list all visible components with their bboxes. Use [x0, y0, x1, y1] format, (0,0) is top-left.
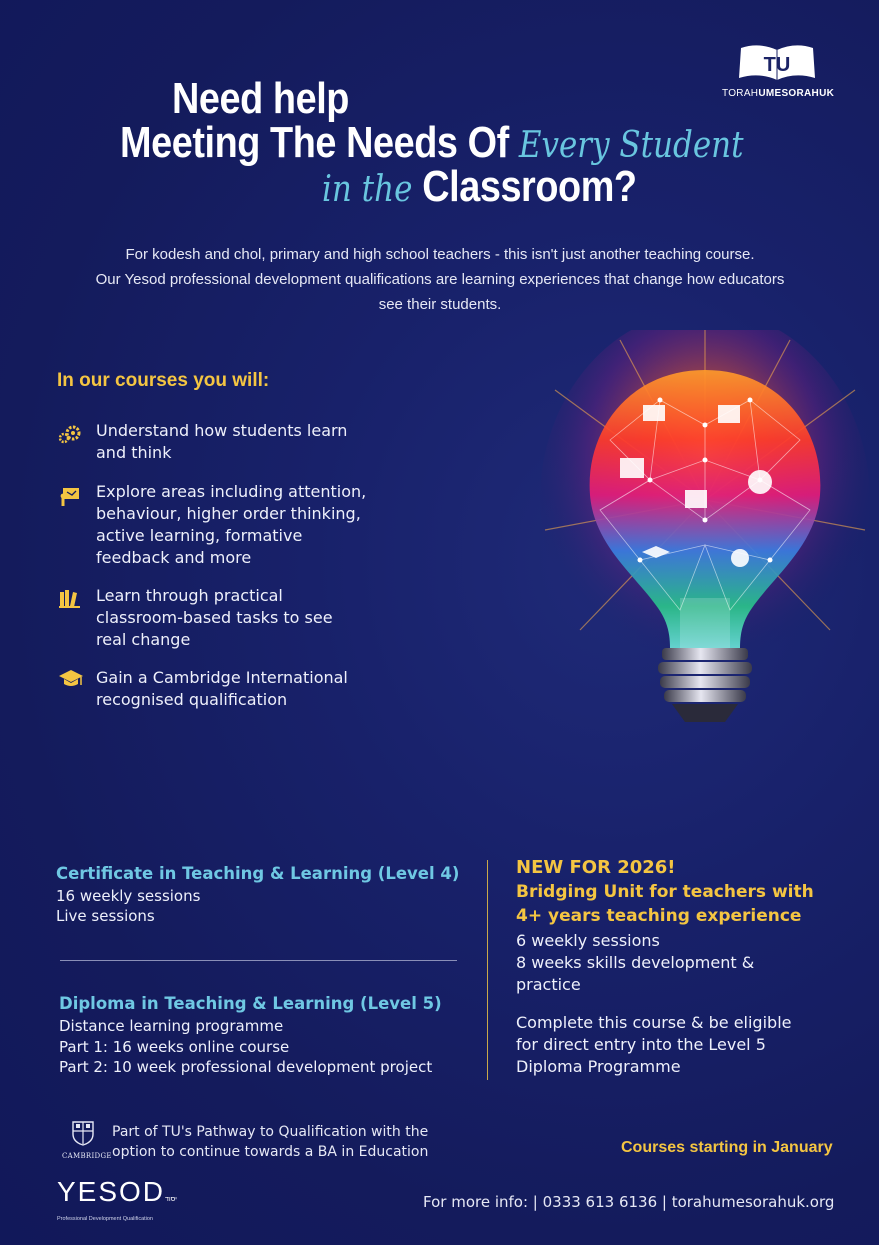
certificate-detail-2: Live sessions: [56, 907, 155, 925]
gears-icon: [58, 424, 82, 446]
certificate-title: Certificate in Teaching & Learning (Level 4): [56, 864, 460, 883]
yesod-logo: [57, 1178, 177, 1222]
yesod-subtitle: Professional Development Qualification: [57, 1216, 153, 1222]
diploma-title: Diploma in Teaching & Learning (Level 5): [59, 994, 442, 1013]
bullet-learn: Learn through practical classroom-based tasks to see real change: [96, 586, 333, 649]
bullet-gain: Gain a Cambridge International recognised qualification: [96, 668, 348, 709]
bridging-title-2: 4+ years teaching experience: [516, 906, 802, 926]
lightbulb-illustration: [540, 330, 870, 800]
cambridge-label: CAMBRIDGE: [62, 1152, 112, 1160]
bridging-title-1: Bridging Unit for teachers with: [516, 882, 814, 902]
bridging-detail-3: practice: [516, 975, 581, 994]
more-info-contact: For more info: | 0333 613 6136 | torahumesorahuk.org: [423, 1193, 835, 1211]
books-icon: [58, 588, 82, 610]
diploma-detail-2: Part 1: 16 weeks online course: [59, 1038, 290, 1056]
bridging-detail-1: 6 weekly sessions: [516, 931, 660, 950]
new-badge: NEW FOR 2026!: [516, 857, 676, 878]
logo-monogram: TU: [763, 54, 791, 76]
graduation-cap-icon: [58, 668, 82, 690]
bridging-detail-2: 8 weeks skills development &: [516, 953, 755, 972]
column-divider: [487, 860, 488, 1080]
courses-title: In our courses you will:: [57, 370, 270, 391]
logo-brand: TORAHUMESORAHUK: [722, 88, 835, 99]
bridging-note-3: Diploma Programme: [516, 1057, 681, 1076]
open-book-icon: [737, 40, 817, 84]
diploma-detail-1: Distance learning programme: [59, 1017, 284, 1035]
intro-paragraph: For kodesh and chol, primary and high school teachers - this isn't just another teaching course. Our Yesod professional development qualifications are learning experiences that change how educators see their students.: [95, 246, 785, 313]
cambridge-shield-icon: [71, 1120, 95, 1146]
headline-script-every-student: Every Student: [518, 125, 744, 166]
section-divider: [60, 960, 457, 961]
yesod-wordmark: YESODיסוד: [57, 1176, 177, 1207]
cambridge-logo: [62, 1120, 112, 1160]
bullet-understand: Understand how students learn and think: [96, 421, 348, 462]
headline-script-in-the: in the: [322, 169, 423, 210]
certificate-detail-1: 16 weekly sessions: [56, 887, 201, 905]
bridging-note-2: for direct entry into the Level 5: [516, 1035, 766, 1054]
headline-line-1: Need help: [172, 74, 349, 123]
bullet-explore: Explore areas including attention, behaviour, higher order thinking, active learning, formative feedback and more: [96, 482, 367, 567]
torah-umesorah-logo: [722, 40, 835, 99]
courses-starting: Courses starting in January: [621, 1139, 833, 1156]
headline-line-3: in the Classroom?: [322, 162, 637, 211]
pathway-text: Part of TU's Pathway to Qualification with the option to continue towards a BA in Education: [112, 1124, 429, 1160]
bridging-note-1: Complete this course & be eligible: [516, 1013, 792, 1032]
headline-line-2: Meeting The Needs Of Every Student: [120, 118, 744, 167]
teacher-board-icon: [58, 486, 82, 508]
diploma-detail-3: Part 2: 10 week professional development project: [59, 1058, 433, 1076]
